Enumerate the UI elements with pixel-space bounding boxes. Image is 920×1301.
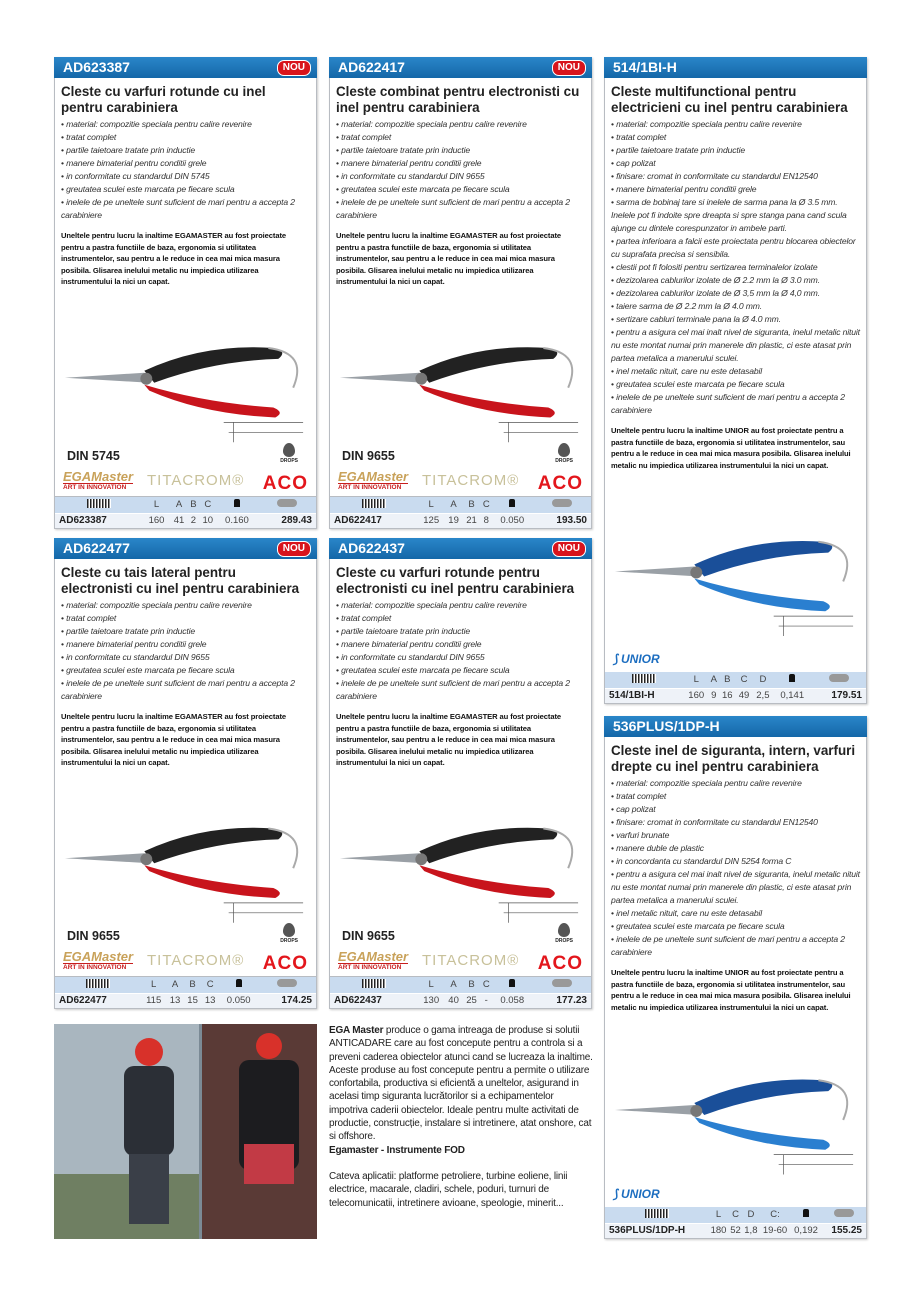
pliers-illustration (605, 1013, 866, 1207)
col-header: L (418, 977, 445, 993)
spec-table (55, 497, 316, 528)
titacrom-logo: TITACROM® (147, 472, 245, 489)
barcode-icon (55, 977, 141, 993)
din-standard: DIN 9655 (67, 929, 120, 943)
spec-value: 10 (199, 513, 217, 528)
product-image (605, 471, 866, 672)
brand-logos (330, 458, 591, 497)
feature-item: • sertizare cabluri terminale pana la Ø 4.0 mm. (611, 313, 860, 326)
col-header: C (199, 497, 217, 513)
product-code-header (604, 57, 867, 78)
spec-value: 41 (170, 513, 188, 528)
col-header: L (418, 497, 445, 513)
barcode-icon (55, 497, 143, 513)
feature-item: • in conformitate cu standardul DIN 9655 (336, 651, 585, 664)
spec-value: 125 (418, 513, 445, 528)
feature-item: • manere bimaterial pentru conditii grele (611, 183, 860, 196)
aco-logo: ACO (537, 953, 583, 974)
feature-item: • sarma de bobinaj tare si inelele de sarma pana la Ø 3.5 mm. Inelele pot fi indoite spre dreapta si spre stanga pana cand scula ajunge cu dintele corespunzator in ambele parti. (611, 196, 860, 235)
info-lead: produce o gama intreaga de produse si solutii ANTICADARE care au fost concepute pentru a controla si a preveni caderea obiectelor atunci cand se lucreaza la inaltime. Aceste produse au fost concepute pentru a permite o utilizare confortabila, productiva si eficientă a uneltelor, asigurand in acelasi timp siguranta lucrătorilor si a echipamentelor impotriva caderii obiectelor. Ideale pentru multe activitati de productie, construcție, instalare si intretinere, atat onshore, cat si offshore. (329, 1025, 593, 1143)
product-image (55, 288, 316, 468)
col-header: A (166, 977, 184, 993)
feature-item: • finisare: cromat in conformitate cu standardul EN12540 (611, 170, 860, 183)
spec-value: 0.050 (492, 513, 532, 528)
feature-item: • tratat complet (336, 131, 585, 144)
workers-photo (54, 1024, 317, 1239)
product-note: Uneltele pentru lucru la inaltime EGAMASTER au fost proiectate pentru a pastra functiile de baza, ergonomia si utilitatea instrumentelor, sau pentru a le reduce in cea mai mica masura posibila. Glisarea inelului metalic nu impiedica utilizarea instrumentului la nici un capat. (336, 231, 562, 286)
spec-value: 0,192 (791, 1223, 822, 1238)
product-title: Cleste cu varfuri rotunde pentru electronisti cu inel pentru carabiniera (336, 565, 575, 596)
spec-value: 52 (729, 1223, 743, 1238)
product-code: AD623387 (63, 59, 130, 75)
feature-item: • inelele de pe uneltele sunt suficient de mari pentru a accepta 2 carabiniere (336, 677, 585, 703)
feature-item: • dezizolarea cablurilor izolate de Ø 3,5 mm la Ø 4,0 mm. (611, 287, 860, 300)
barcode-icon (605, 1207, 708, 1223)
titacrom-logo: TITACROM® (422, 952, 520, 969)
pliers-illustration (330, 288, 591, 468)
product-title: Cleste cu tais lateral pentru electronisti cu inel pentru carabiniera (61, 565, 300, 596)
drops-logo: DROPS (280, 443, 298, 464)
feature-item: • tratat complet (61, 612, 310, 625)
feature-item: • partile taietoare tratate prin inductie (61, 144, 310, 157)
col-header: C (480, 977, 492, 993)
price-icon (532, 977, 591, 993)
din-standard: DIN 9655 (342, 449, 395, 463)
feature-item: • partile taietoare tratate prin inductie (336, 144, 585, 157)
price: 289.43 (257, 513, 316, 528)
spec-value: 13 (166, 993, 184, 1008)
feature-item: • inelele de pe uneltele sunt suficient de mari pentru a accepta 2 carabiniere (611, 391, 860, 417)
feature-item: • tratat complet (336, 612, 585, 625)
spec-table (605, 1207, 866, 1238)
weight-icon (791, 1207, 822, 1223)
spec-value: 9 (709, 688, 719, 703)
egamaster-logo: EGAMaster ART IN INNOVATION (338, 949, 409, 971)
product-title: Cleste inel de siguranta, intern, varfuri drepte cu inel pentru carabiniera (611, 743, 856, 774)
product-code: 536PLUS/1DP-H (613, 718, 720, 734)
feature-item: • pentru a asigura cel mai inalt nivel de siguranta, inelul metalic nituit nu este montat numai prin manerele din plastic, ci este atasat prin partea metalica a manerului sculei. (611, 868, 860, 907)
feature-item: • material: compozitie speciala pentru calire revenire (61, 599, 310, 612)
feature-list (605, 777, 866, 959)
product-code-header (54, 57, 317, 78)
barcode-icon (605, 672, 684, 688)
article-code: AD622437 (330, 993, 418, 1008)
price: 193.50 (532, 513, 591, 528)
feature-item: • greutatea sculei este marcata pe fiecare scula (61, 183, 310, 196)
feature-item: • in conformitate cu standardul DIN 9655 (336, 170, 585, 183)
feature-item: • tratat complet (611, 131, 860, 144)
col-header: C (480, 497, 492, 513)
feature-item: • taiere sarma de Ø 2.2 mm la Ø 4.0 mm. (611, 300, 860, 313)
feature-item: • greutatea sculei este marcata pe fiecare scula (611, 378, 860, 391)
brand-logos (330, 938, 591, 977)
feature-item: • dezizolarea cablurilor izolate de Ø 2.2 mm la Ø 3.0 mm. (611, 274, 860, 287)
feature-item: • material: compozitie speciala pentru calire revenire (336, 599, 585, 612)
feature-item: • partile taietoare tratate prin inductie (61, 625, 310, 638)
new-badge: NOU (277, 60, 311, 76)
col-ring-range: C: (759, 1207, 790, 1223)
feature-item: • manere bimaterial pentru conditii grele (61, 157, 310, 170)
product-card (604, 57, 867, 704)
barcode-icon (330, 977, 418, 993)
spec-value: 2,5 (752, 688, 773, 703)
col-header: A (170, 497, 188, 513)
info-lead-bold: EGA Master (329, 1025, 384, 1036)
product-note: Uneltele pentru lucru la inaltime EGAMASTER au fost proiectate pentru a pastra functiile de baza, ergonomia si utilitatea instrumentelor, sau pentru a le reduce in cea mai mica masura posibila. Glisarea inelului metalic nu impiedica utilizarea instrumentului la nici un capat. (336, 712, 562, 767)
product-note: Uneltele pentru lucru la inaltime UNIOR au fost proiectate pentru a pastra functiile de baza, ergonomia si utilitatea instrumentelor, sau pentru a le reduce in cea mai mica masura posibila. Glisarea inelului metalic nu impiedica utilizarea instrumentului la nici un capat. (611, 426, 851, 470)
spec-value: 160 (143, 513, 170, 528)
spec-table (330, 497, 591, 528)
weight-icon (217, 497, 257, 513)
feature-item: • greutatea sculei este marcata pe fiecare scula (336, 183, 585, 196)
spec-value: 1,8 (742, 1223, 759, 1238)
drops-logo: DROPS (280, 923, 298, 944)
col-header: C (729, 1207, 743, 1223)
feature-item: • inelele de pe uneltele sunt suficient de mari pentru a accepta 2 carabiniere (611, 933, 860, 959)
feature-item: • finisare: cromat in conformitate cu standardul EN12540 (611, 816, 860, 829)
unior-logo: ⟆ UNIOR (613, 652, 660, 666)
product-title: Cleste combinat pentru electronisti cu inel pentru carabiniera (336, 84, 580, 115)
spec-value: 0.058 (492, 993, 532, 1008)
feature-item: • material: compozitie speciala pentru calire revenire (61, 118, 310, 131)
spec-value: 49 (736, 688, 753, 703)
table-row (605, 688, 866, 703)
new-badge: NOU (552, 541, 586, 557)
unior-logo: ⟆ UNIOR (613, 1187, 660, 1201)
price-icon (258, 977, 316, 993)
col-header: C (736, 672, 753, 688)
feature-item: • manere bimaterial pentru conditii grele (336, 638, 585, 651)
weight-icon (492, 977, 532, 993)
product-code: AD622417 (338, 59, 405, 75)
drops-logo: DROPS (555, 923, 573, 944)
brand-logos (55, 458, 316, 497)
product-image (330, 288, 591, 468)
spec-value: 8 (480, 513, 492, 528)
feature-item: • material: compozitie speciala pentru calire revenire (611, 777, 860, 790)
pliers-illustration (330, 769, 591, 948)
product-card (54, 538, 317, 1009)
info-subtitle: Egamaster - Instrumente FOD (329, 1144, 465, 1156)
product-note: Uneltele pentru lucru la inaltime EGAMASTER au fost proiectate pentru a pastra functiile de baza, ergonomia si utilitatea instrumentelor, sau pentru a le reduce in cea mai mica masura posibila. Glisarea inelului metalic nu impiedica utilizarea instrumentului la nici un capat. (61, 231, 287, 286)
article-code: AD622477 (55, 993, 141, 1008)
article-code: 536PLUS/1DP-H (605, 1223, 708, 1238)
product-code-header (329, 538, 592, 559)
drop-icon (558, 443, 570, 457)
product-title: Cleste multifunctional pentru electricieni cu inel pentru carabiniera (611, 84, 848, 115)
feature-item: • cap polizat (611, 157, 860, 170)
feature-item: • varfuri brunate (611, 829, 860, 842)
col-header: D (742, 1207, 759, 1223)
feature-item: • partile taietoare tratate prin inductie (336, 625, 585, 638)
product-code: AD622437 (338, 540, 405, 556)
table-row (330, 513, 591, 528)
col-header: B (463, 497, 481, 513)
feature-item: • tratat complet (61, 131, 310, 144)
spec-value: 160 (684, 688, 709, 703)
price: 155.25 (821, 1223, 866, 1238)
aco-logo: ACO (262, 473, 308, 494)
feature-list (330, 118, 591, 222)
article-code: AD623387 (55, 513, 143, 528)
col-header: B (184, 977, 202, 993)
price: 174.25 (258, 993, 316, 1008)
din-standard: DIN 5745 (67, 449, 120, 463)
feature-item: • partea inferioara a falcii este proiectata pentru blocarea obiectelor cu suprafata precisa si sensibila. (611, 235, 860, 261)
feature-item: • in conformitate cu standardul DIN 5745 (61, 170, 310, 183)
drops-logo: DROPS (555, 443, 573, 464)
feature-item: • greutatea sculei este marcata pe fiecare scula (611, 920, 860, 933)
spec-table (330, 977, 591, 1008)
pliers-illustration (55, 769, 316, 948)
product-code-header (54, 538, 317, 559)
price-icon (257, 497, 316, 513)
drop-icon (283, 443, 295, 457)
feature-list (55, 118, 316, 222)
price: 179.51 (811, 688, 866, 703)
product-card (604, 716, 867, 1239)
feature-item: • in concordanta cu standardul DIN 5254 forma C (611, 855, 860, 868)
product-title: Cleste cu varfuri rotunde cu inel pentru carabiniera (61, 84, 266, 115)
feature-item: • cap polizat (611, 803, 860, 816)
spec-value: 40 (445, 993, 463, 1008)
col-header: A (445, 977, 463, 993)
feature-item: • greutatea sculei este marcata pe fiecare scula (61, 664, 310, 677)
new-badge: NOU (277, 541, 311, 557)
col-header: L (708, 1207, 728, 1223)
spec-value: 25 (463, 993, 481, 1008)
product-card (54, 57, 317, 529)
drop-icon (558, 923, 570, 937)
table-row (55, 513, 316, 528)
product-note: Uneltele pentru lucru la inaltime EGAMASTER au fost proiectate pentru a pastra functiile de baza, ergonomia si utilitatea instrumentelor, sau pentru a le reduce in cea mai mica masura posibila. Glisarea inelului metalic nu impiedica utilizarea instrumentului la nici un capat. (61, 712, 287, 767)
product-code: 514/1BI-H (613, 59, 677, 75)
product-card (329, 538, 592, 1009)
feature-item: • pentru a asigura cel mai inalt nivel de siguranta, inelul metalic nituit nu este montat numai prin manerele din plastic, ci este atasat prin partea metalica a manerului sculei. (611, 326, 860, 365)
col-header: D (752, 672, 773, 688)
spec-table (55, 977, 316, 1008)
col-header: L (143, 497, 170, 513)
spec-value: 13 (201, 993, 219, 1008)
spec-value: 0.050 (219, 993, 259, 1008)
feature-item: • inelele de pe uneltele sunt suficient de mari pentru a accepta 2 carabiniere (336, 196, 585, 222)
spec-value: 0.160 (217, 513, 257, 528)
price: 177.23 (532, 993, 591, 1008)
table-row (55, 993, 316, 1008)
spec-value: 180 (708, 1223, 728, 1238)
spec-value: 130 (418, 993, 445, 1008)
new-badge: NOU (552, 60, 586, 76)
weight-icon (492, 497, 532, 513)
weight-icon (773, 672, 811, 688)
spec-value: 19 (445, 513, 463, 528)
feature-item: • manere duble de plastic (611, 842, 860, 855)
feature-item: • material: compozitie speciala pentru calire revenire (611, 118, 860, 131)
col-header: L (684, 672, 709, 688)
article-code: 514/1BI-H (605, 688, 684, 703)
product-card (329, 57, 592, 529)
spec-value: 21 (463, 513, 481, 528)
spec-value: 19-60 (759, 1223, 790, 1238)
feature-item: • in conformitate cu standardul DIN 9655 (61, 651, 310, 664)
col-header: B (719, 672, 736, 688)
feature-item: • material: compozitie speciala pentru calire revenire (336, 118, 585, 131)
price-icon (811, 672, 866, 688)
feature-list (330, 599, 591, 703)
pliers-illustration (55, 288, 316, 468)
spec-table (605, 672, 866, 703)
feature-item: • inelele de pe uneltele sunt suficient de mari pentru a accepta 2 carabiniere (61, 677, 310, 703)
feature-item: • inelele de pe uneltele sunt suficient de mari pentru a accepta 2 carabiniere (61, 196, 310, 222)
col-header: L (141, 977, 166, 993)
product-image (605, 1013, 866, 1207)
spec-value: - (480, 993, 492, 1008)
feature-item: • inel metalic nituit, care nu este detasabil (611, 365, 860, 378)
price-icon (532, 497, 591, 513)
feature-item: • clestii pot fi folositi pentru sertizarea terminalelor izolate (611, 261, 860, 274)
product-code: AD622477 (63, 540, 130, 556)
col-header: A (709, 672, 719, 688)
feature-item: • greutatea sculei este marcata pe fiecare scula (336, 664, 585, 677)
col-header: B (463, 977, 481, 993)
product-note: Uneltele pentru lucru la inaltime UNIOR au fost proiectate pentru a pastra functiile de baza, ergonomia si utilitatea instrumentelor, sau pentru a le reduce in cea mai mica masura posibila. Glisarea inelului metalic nu impiedica utilizarea instrumentului la nici un capat. (611, 968, 851, 1012)
feature-item: • tratat complet (611, 790, 860, 803)
feature-item: • manere bimaterial pentru conditii grele (61, 638, 310, 651)
col-header: B (188, 497, 199, 513)
brand-logos (55, 938, 316, 977)
egamaster-logo: EGAMaster ART IN INNOVATION (63, 469, 134, 491)
product-image (330, 769, 591, 948)
titacrom-logo: TITACROM® (147, 952, 245, 969)
product-code-header (329, 57, 592, 78)
egamaster-logo: EGAMaster ART IN INNOVATION (338, 469, 409, 491)
titacrom-logo: TITACROM® (422, 472, 520, 489)
feature-item: • manere bimaterial pentru conditii grele (336, 157, 585, 170)
din-standard: DIN 9655 (342, 929, 395, 943)
spec-value: 2 (188, 513, 199, 528)
aco-logo: ACO (537, 473, 583, 494)
feature-item: • partile taietoare tratate prin inductie (611, 144, 860, 157)
feature-list (605, 118, 866, 417)
barcode-icon (330, 497, 418, 513)
product-image (55, 769, 316, 948)
egamaster-logo: EGAMaster ART IN INNOVATION (63, 949, 134, 971)
weight-icon (219, 977, 259, 993)
col-header: C (201, 977, 219, 993)
feature-list (55, 599, 316, 703)
spec-value: 0,141 (773, 688, 811, 703)
pliers-illustration (605, 471, 866, 672)
table-row (605, 1223, 866, 1238)
spec-value: 15 (184, 993, 202, 1008)
price-icon (821, 1207, 866, 1223)
col-header: A (445, 497, 463, 513)
aco-logo: ACO (262, 953, 308, 974)
info-text (329, 1024, 593, 1210)
table-row (330, 993, 591, 1008)
info-applications: Cateva aplicatii: platforme petroliere, turbine eoliene, linii electrice, macarale, cladiri, schele, poduri, turnuri de telecomunicatii, intretinere avioane, speologie, minerit... (329, 1170, 568, 1209)
article-code: AD622417 (330, 513, 418, 528)
spec-value: 115 (141, 993, 166, 1008)
drop-icon (283, 923, 295, 937)
feature-item: • inel metalic nituit, care nu este detasabil (611, 907, 860, 920)
product-code-header (604, 716, 867, 737)
spec-value: 16 (719, 688, 736, 703)
